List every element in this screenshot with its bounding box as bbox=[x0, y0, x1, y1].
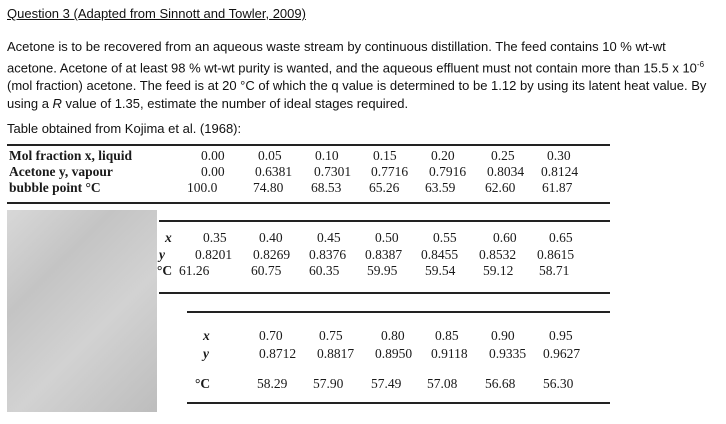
block2-y-cell: 0.8455 bbox=[421, 247, 459, 262]
block3-symbol-t: °C bbox=[195, 376, 211, 391]
block3-x-cell: 0.70 bbox=[259, 328, 283, 343]
block2-t-cell: 59.95 bbox=[367, 263, 398, 278]
row-label-x: Mol fraction x, liquid bbox=[9, 148, 133, 163]
block3-x-cell: 0.95 bbox=[549, 328, 573, 343]
block3-y-cell: 0.8712 bbox=[259, 346, 297, 361]
block2-t-cell: 58.71 bbox=[539, 263, 570, 278]
block1-t-cell: 61.87 bbox=[542, 180, 573, 195]
block2-x-cell: 0.50 bbox=[375, 230, 399, 245]
paragraph-text-2: (mol fraction) acetone. The feed is at 20 °C of which the q value is determined to be 1.12 by using its latent heat value. By using a bbox=[7, 78, 707, 112]
block1-y-cell: 0.7716 bbox=[371, 164, 409, 179]
block2-x-cell: 0.40 bbox=[259, 230, 283, 245]
paragraph-text-1: Acetone is to be recovered from an aqueous waste stream by continuous distillation. The feed contains 10 % wt-wt acetone. Acetone of at least 98 % wt-wt purity is wanted, and the aqueous effluent must not contain more than 15.5 x 10 bbox=[7, 39, 697, 76]
block1-t-cell: 68.53 bbox=[311, 180, 342, 195]
vle-data-table bbox=[7, 144, 610, 412]
block1-x-cell: 0.05 bbox=[258, 148, 282, 163]
block3-symbol-x: x bbox=[203, 328, 210, 343]
block1-y-cell: 0.7916 bbox=[429, 164, 467, 179]
block1-t-cell: 74.80 bbox=[253, 180, 284, 195]
block2-y-cell: 0.8376 bbox=[309, 247, 347, 262]
block1-y-cell: 0.8124 bbox=[541, 164, 579, 179]
block1-y-cell: 0.6381 bbox=[255, 164, 293, 179]
block1-t-cell: 63.59 bbox=[425, 180, 456, 195]
table-rule bbox=[7, 144, 610, 146]
block3-y-cell: 0.8817 bbox=[317, 346, 355, 361]
block3-y-cell: 0.9627 bbox=[543, 346, 581, 361]
block3-x-cell: 0.90 bbox=[491, 328, 515, 343]
block1-x-cell: 0.10 bbox=[315, 148, 339, 163]
block3-t-cell: 57.90 bbox=[313, 376, 344, 391]
block3-y-cell: 0.8950 bbox=[375, 346, 413, 361]
row-label-t: bubble point °C bbox=[9, 180, 101, 195]
block3-y-cell: 0.9335 bbox=[489, 346, 527, 361]
question-heading: Question 3 (Adapted from Sinnott and Towler, 2009) bbox=[7, 6, 306, 21]
block2-t-cell: 60.35 bbox=[309, 263, 340, 278]
block1-t-cell: 65.26 bbox=[369, 180, 400, 195]
block3-t-cell: 57.08 bbox=[427, 376, 458, 391]
block2-symbol-y: y bbox=[159, 247, 165, 262]
table-rule bbox=[159, 220, 610, 222]
block1-x-cell: 0.00 bbox=[201, 148, 225, 163]
scan-blurred-margin bbox=[7, 210, 157, 412]
block1-x-cell: 0.25 bbox=[491, 148, 515, 163]
block1-t-cell: 100.0 bbox=[187, 180, 218, 195]
block3-y-cell: 0.9118 bbox=[431, 346, 468, 361]
block3-t-cell: 58.29 bbox=[257, 376, 288, 391]
row-label-y: Acetone y, vapour bbox=[9, 164, 113, 179]
paragraph-r-symbol: R bbox=[52, 96, 62, 112]
block1-x-cell: 0.30 bbox=[547, 148, 571, 163]
block1-y-cell: 0.00 bbox=[201, 164, 225, 179]
table-rule bbox=[159, 292, 610, 294]
block2-t-cell: 59.12 bbox=[483, 263, 514, 278]
block1-y-cell: 0.8034 bbox=[487, 164, 525, 179]
block2-t-cell: 61.26 bbox=[179, 263, 210, 278]
block1-x-cell: 0.15 bbox=[373, 148, 397, 163]
table-rule bbox=[7, 202, 610, 204]
block2-x-cell: 0.55 bbox=[433, 230, 457, 245]
block2-x-cell: 0.60 bbox=[493, 230, 517, 245]
block3-x-cell: 0.75 bbox=[319, 328, 343, 343]
block1-y-cell: 0.7301 bbox=[314, 164, 352, 179]
block2-y-cell: 0.8532 bbox=[479, 247, 517, 262]
block2-y-cell: 0.8201 bbox=[195, 247, 233, 262]
paragraph-exponent: -6 bbox=[696, 60, 705, 69]
block1-t-cell: 62.60 bbox=[485, 180, 516, 195]
table-rule bbox=[187, 402, 610, 404]
table-rule bbox=[187, 311, 610, 313]
block2-symbol-x: x bbox=[165, 230, 172, 245]
block2-t-cell: 60.75 bbox=[251, 263, 282, 278]
block1-x-cell: 0.20 bbox=[431, 148, 455, 163]
table-source-label: Table obtained from Kojima et al. (1968): bbox=[7, 121, 242, 136]
block3-t-cell: 57.49 bbox=[371, 376, 402, 391]
block2-y-cell: 0.8387 bbox=[365, 247, 403, 262]
paragraph-text-3: value of 1.35, estimate the number of ideal stages required. bbox=[61, 96, 409, 112]
block3-t-cell: 56.68 bbox=[485, 376, 516, 391]
block2-x-cell: 0.65 bbox=[549, 230, 573, 245]
block3-x-cell: 0.85 bbox=[435, 328, 459, 343]
block2-x-cell: 0.45 bbox=[317, 230, 341, 245]
block2-y-cell: 0.8269 bbox=[253, 247, 291, 262]
block2-y-cell: 0.8615 bbox=[537, 247, 575, 262]
block2-symbol-t: °C bbox=[157, 263, 173, 278]
block2-x-cell: 0.35 bbox=[203, 230, 227, 245]
block3-symbol-y: y bbox=[203, 346, 209, 361]
block3-x-cell: 0.80 bbox=[381, 328, 405, 343]
question-paragraph bbox=[7, 38, 719, 113]
block2-t-cell: 59.54 bbox=[425, 263, 456, 278]
block3-t-cell: 56.30 bbox=[543, 376, 574, 391]
